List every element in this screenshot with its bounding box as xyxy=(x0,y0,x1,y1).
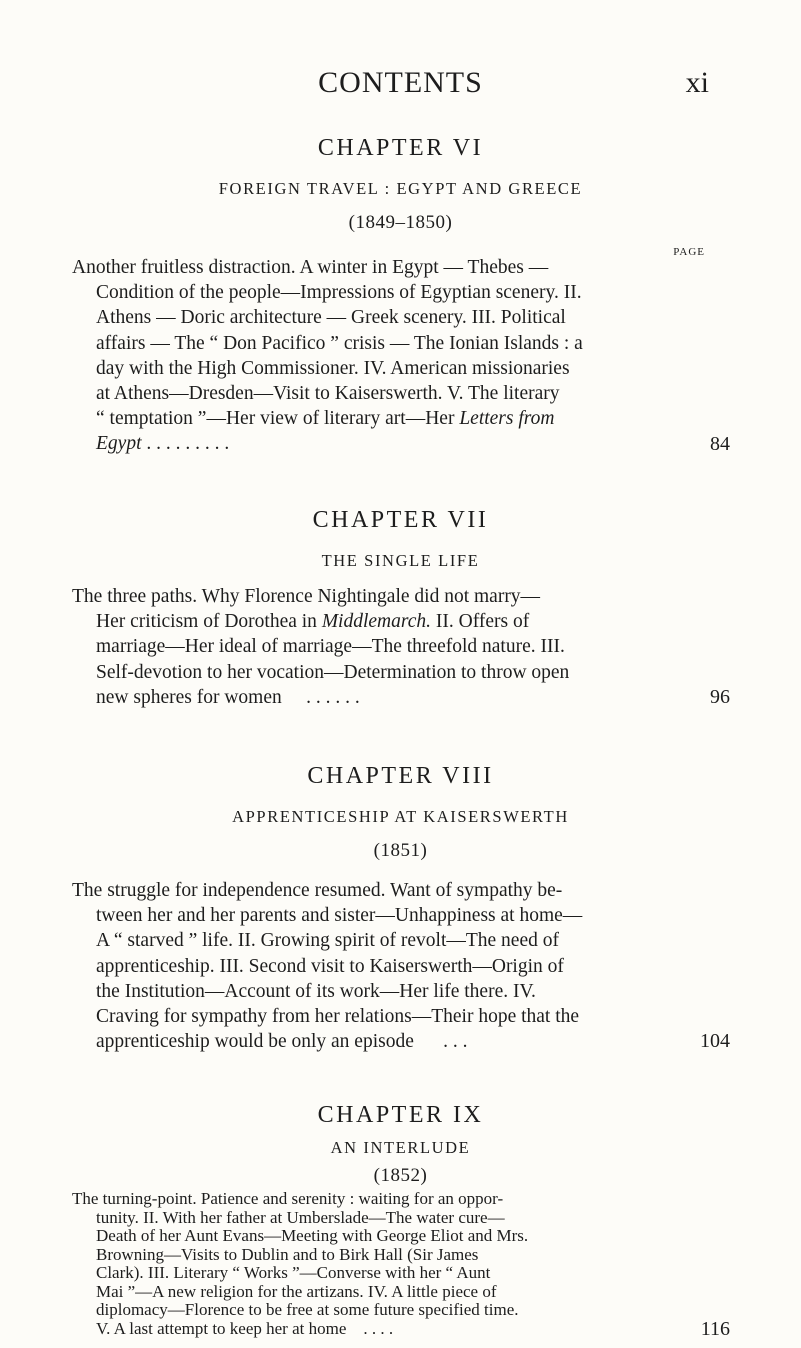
italic-title: Egypt xyxy=(96,433,142,455)
chapter-title: APPRENTICESHIP AT KAISERSWERTH xyxy=(232,807,569,826)
summary-line: The turning-point. Patience and serenity : waiting for an oppor- xyxy=(72,1189,504,1208)
chapter-title: THE SINGLE LIFE xyxy=(321,551,480,570)
summary-text: Her criticism of Dorothea in xyxy=(96,611,317,633)
chapter-7-heading xyxy=(0,500,801,576)
summary-line: Athens — Doric architecture — Greek scenery. III. Political xyxy=(96,307,566,329)
summary-last-line xyxy=(72,431,732,456)
italic-title: Middlemarch. xyxy=(321,611,432,633)
dot-leader: . . . . . . xyxy=(306,686,360,708)
chapter-9-summary xyxy=(72,1190,732,1338)
summary-last-line xyxy=(72,685,732,710)
chapter-6-summary xyxy=(72,255,732,457)
summary-last-line xyxy=(72,1029,732,1054)
summary-line: marriage—Her ideal of marriage—The threefold nature. III. xyxy=(96,636,565,658)
chapter-9-heading xyxy=(0,1100,801,1188)
summary-line: affairs — The “ Don Pacifico ” crisis — The Ionian Islands : a xyxy=(96,332,583,354)
chapter-title: AN INTERLUDE xyxy=(330,1138,471,1157)
page-column-label: PAGE xyxy=(673,246,705,258)
dot-leader: . . . xyxy=(443,1031,468,1053)
page-number: 104 xyxy=(700,1030,730,1052)
summary-line: tween her and her parents and sister—Unhappiness at home— xyxy=(96,905,583,927)
chapter-dates: (1849–1850) xyxy=(348,212,453,233)
page-folio: xi xyxy=(685,66,709,99)
summary-line: Self-devotion to her vocation—Determination to throw open xyxy=(96,661,570,683)
summary-text: V. A last attempt to keep her at home xyxy=(96,1318,347,1338)
chapter-dates: (1852) xyxy=(373,1165,428,1186)
summary-text: new spheres for women xyxy=(96,686,282,708)
italic-title: Letters from xyxy=(459,408,555,430)
chapter-6-heading xyxy=(0,128,801,238)
summary-line: Another fruitless distraction. A winter in Egypt — Thebes — xyxy=(72,257,549,278)
chapter-number: CHAPTER VIII xyxy=(307,763,494,789)
summary-line: diplomacy—Florence to be free at some future specified time. xyxy=(96,1300,519,1319)
summary-last-line xyxy=(72,1320,732,1339)
summary-line: day with the High Commissioner. IV. American missionaries xyxy=(96,357,570,379)
page-number: 116 xyxy=(700,1318,730,1340)
summary-line: tunity. II. With her father at Umberslade—The water cure— xyxy=(96,1207,505,1227)
chapter-7-summary xyxy=(72,584,732,710)
page-number: 84 xyxy=(710,433,730,455)
summary-line: Clark). III. Literary “ Works ”—Converse with her “ Aunt xyxy=(96,1263,491,1282)
summary-line: Browning—Visits to Dublin and to Birk Hall (Sir James xyxy=(96,1244,479,1264)
summary-line: A “ starved ” life. II. Growing spirit of revolt—The need of xyxy=(96,930,559,952)
summary-text: “ temptation ”—Her view of literary art—Her xyxy=(96,408,455,430)
dot-leader: . . . . . . . . . xyxy=(146,433,230,455)
summary-line xyxy=(72,406,732,431)
summary-text: II. Offers of xyxy=(431,611,530,633)
summary-line: at Athens—Dresden—Visit to Kaiserswerth. V. The literary xyxy=(96,382,560,404)
summary-line: Mai ”—A new religion for the artizans. IV. A little piece of xyxy=(96,1281,497,1301)
chapter-number: CHAPTER IX xyxy=(317,1102,484,1128)
page-title: CONTENTS xyxy=(318,66,483,99)
chapter-title: FOREIGN TRAVEL : EGYPT AND GREECE xyxy=(218,179,583,198)
chapter-number: CHAPTER VII xyxy=(312,507,489,533)
chapter-8-heading xyxy=(0,756,801,866)
page-number: 96 xyxy=(710,686,730,708)
chapter-8-summary xyxy=(72,878,732,1054)
summary-line: The struggle for independence resumed. Want of sympathy be- xyxy=(72,880,563,901)
chapter-dates: (1851) xyxy=(373,840,428,861)
summary-line xyxy=(72,609,732,634)
running-head xyxy=(0,64,801,104)
summary-line: the Institution—Account of its work—Her life there. IV. xyxy=(96,980,536,1002)
summary-line: Craving for sympathy from her relations—Their hope that the xyxy=(96,1005,580,1027)
chapter-number: CHAPTER VI xyxy=(317,135,484,161)
summary-text: apprenticeship would be only an episode xyxy=(96,1031,414,1053)
summary-line: Condition of the people—Impressions of Egyptian scenery. II. xyxy=(96,282,582,304)
summary-line: The three paths. Why Florence Nightingale did not marry— xyxy=(72,586,541,607)
dot-leader: . . . . xyxy=(363,1318,394,1338)
summary-line: Death of her Aunt Evans—Meeting with George Eliot and Mrs. xyxy=(96,1226,529,1245)
summary-line: apprenticeship. III. Second visit to Kaiserswerth—Origin of xyxy=(96,955,564,977)
